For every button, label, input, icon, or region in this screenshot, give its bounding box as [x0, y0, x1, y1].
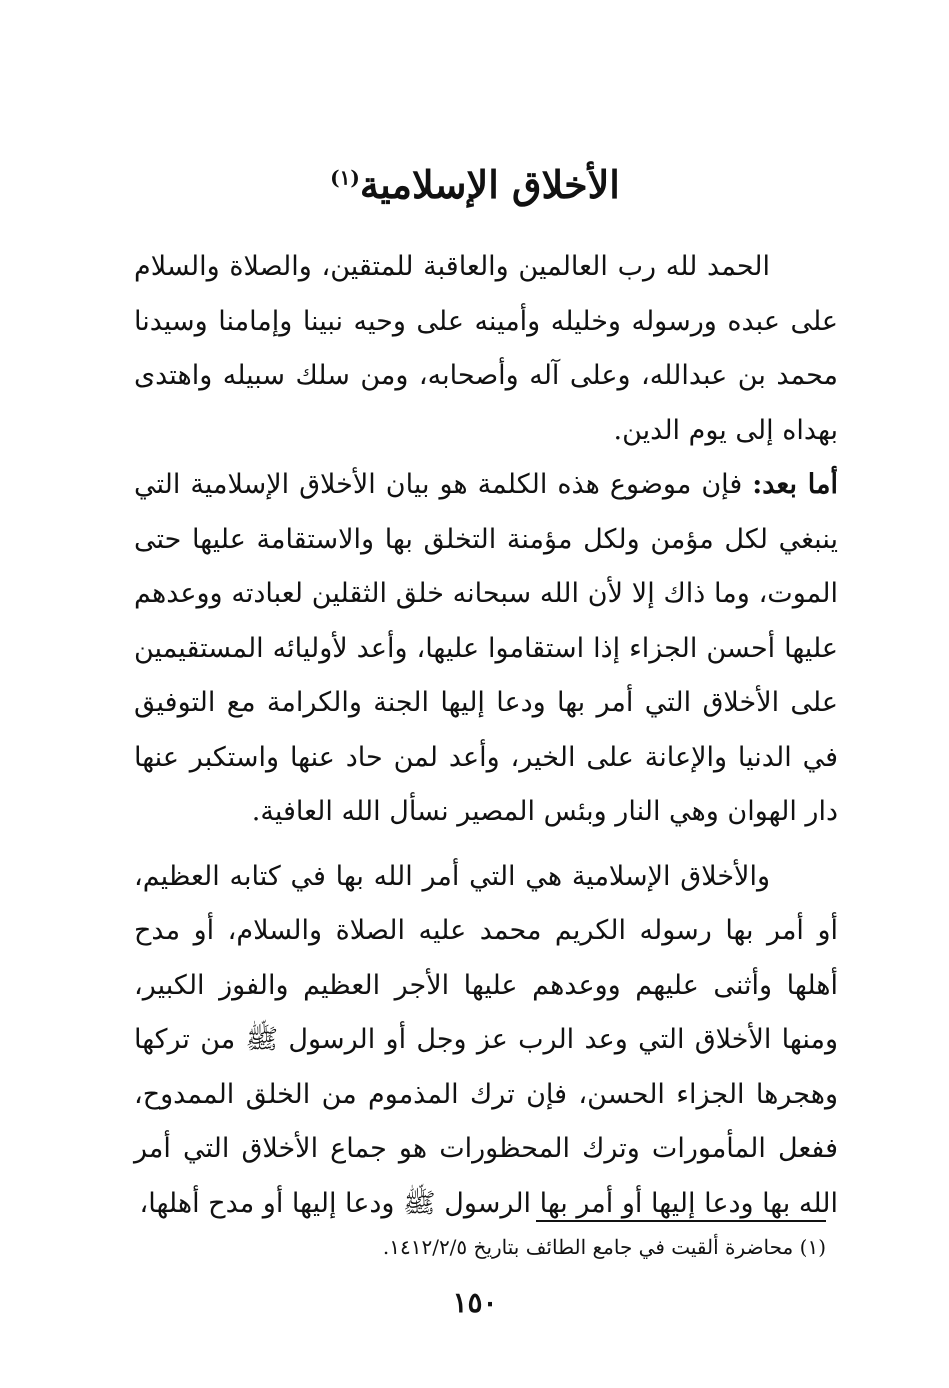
- body-text: [134, 240, 838, 1231]
- footnote-divider: [536, 1220, 826, 1222]
- paragraph-1: الحمد لله رب العالمين والعاقبة للمتقين، والصلاة والسلام على عبده ورسوله وخليله وأمينه على وحيه نبينا وإمامنا وسيدنا محمد بن عبدالله، وعلى آله وأصحابه، ومن سلك سبيله واهتدى بهداه إلى يوم الدين.: [134, 251, 838, 446]
- paragraph-2-lead: أما بعد:: [752, 469, 838, 500]
- paragraph-2-text: فإن موضوع هذه الكلمة هو بيان الأخلاق الإسلامية التي ينبغي لكل مؤمن ولكل مؤمنة التخلق بها والاستقامة عليها حتى الموت، وما ذاك إلا لأن الله سبحانه خلق الثقلين لعبادته ووعدهم عليها أحسن الجزاء إذا استقاموا عليها، وأعد لأوليائه المستقيمين على الأخلاق التي أمر بها ودعا إليها الجنة والكرامة مع التوفيق في الدنيا والإعانة على الخير، وأعد لمن حاد عنها واستكبر عنها دار الهوان وهي النار وبئس المصير نسأل الله العافية.: [134, 469, 838, 827]
- page-title: [110, 160, 840, 209]
- title-footnote-marker: (١): [330, 165, 360, 190]
- title-text: الأخلاق الإسلامية: [359, 162, 620, 207]
- footnote: (١) محاضرة ألقيت في جامع الطائف بتاريخ ١٤١٢/٢/٥.: [382, 1235, 826, 1259]
- page-number: ١٥٠: [452, 1286, 498, 1319]
- paragraph-3: والأخلاق الإسلامية هي التي أمر الله بها في كتابه العظيم، أو أمر بها رسوله الكريم محمد عليه الصلاة والسلام، أو مدح أهلها وأثنى عليهم ووعدهم عليها الأجر العظيم والفوز الكبير، ومنها الأخلاق التي وعد الرب عز وجل أو الرسول ﷺ من تركها وهجرها الجزاء الحسن، فإن ترك المذموم من الخلق الممدوح، ففعل المأمورات وترك المحظورات هو جماع الأخلاق التي أمر الله بها ودعا إليها أو أمر بها الرسول ﷺ ودعا إليها أو مدح أهلها،: [134, 860, 838, 1219]
- paragraph-2: [134, 458, 838, 840]
